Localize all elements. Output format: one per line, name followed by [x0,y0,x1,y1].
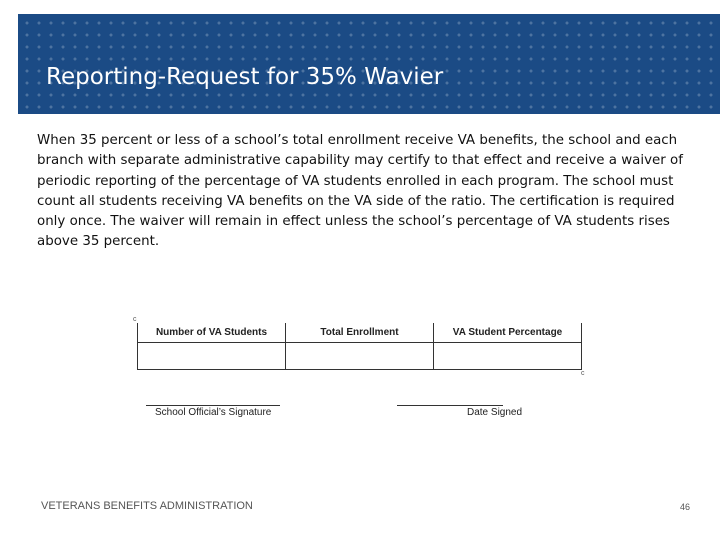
slide-title: Reporting-Request for 35% Wavier [46,64,444,90]
page-number: 46 [680,502,691,512]
title-banner [18,14,720,114]
signature-label: School Official’s Signature [155,407,272,418]
form-header-row [138,323,582,343]
va-percentage-cell[interactable] [434,343,582,370]
date-line [397,405,503,406]
date-label: Date Signed [467,407,523,418]
form-entry-row [138,343,582,370]
signature-line [146,405,280,406]
form-corner-mark-left: c [133,316,137,323]
column-header-va-students: Number of VA Students [138,323,286,343]
certification-form-table [137,323,582,370]
va-students-cell[interactable] [138,343,286,370]
total-enrollment-cell[interactable] [286,343,434,370]
column-header-total-enrollment: Total Enrollment [286,323,434,343]
column-header-va-percentage: VA Student Percentage [434,323,582,343]
body-paragraph: When 35 percent or less of a school’s total enrollment receive VA benefits, the school and each branch with separate administrative capability may certify to that effect and receive a waiver of periodic reporting of the percentage of VA students enrolled in each program. The school must count all students receiving VA benefits on the VA side of the ratio. The certification is required only once. The waiver will remain in effect unless the school’s percentage of VA students rises above 35 percent. [37,133,683,250]
footer-org: VETERANS BENEFITS ADMINISTRATION [41,500,253,512]
form-corner-mark-right: c [581,370,585,377]
